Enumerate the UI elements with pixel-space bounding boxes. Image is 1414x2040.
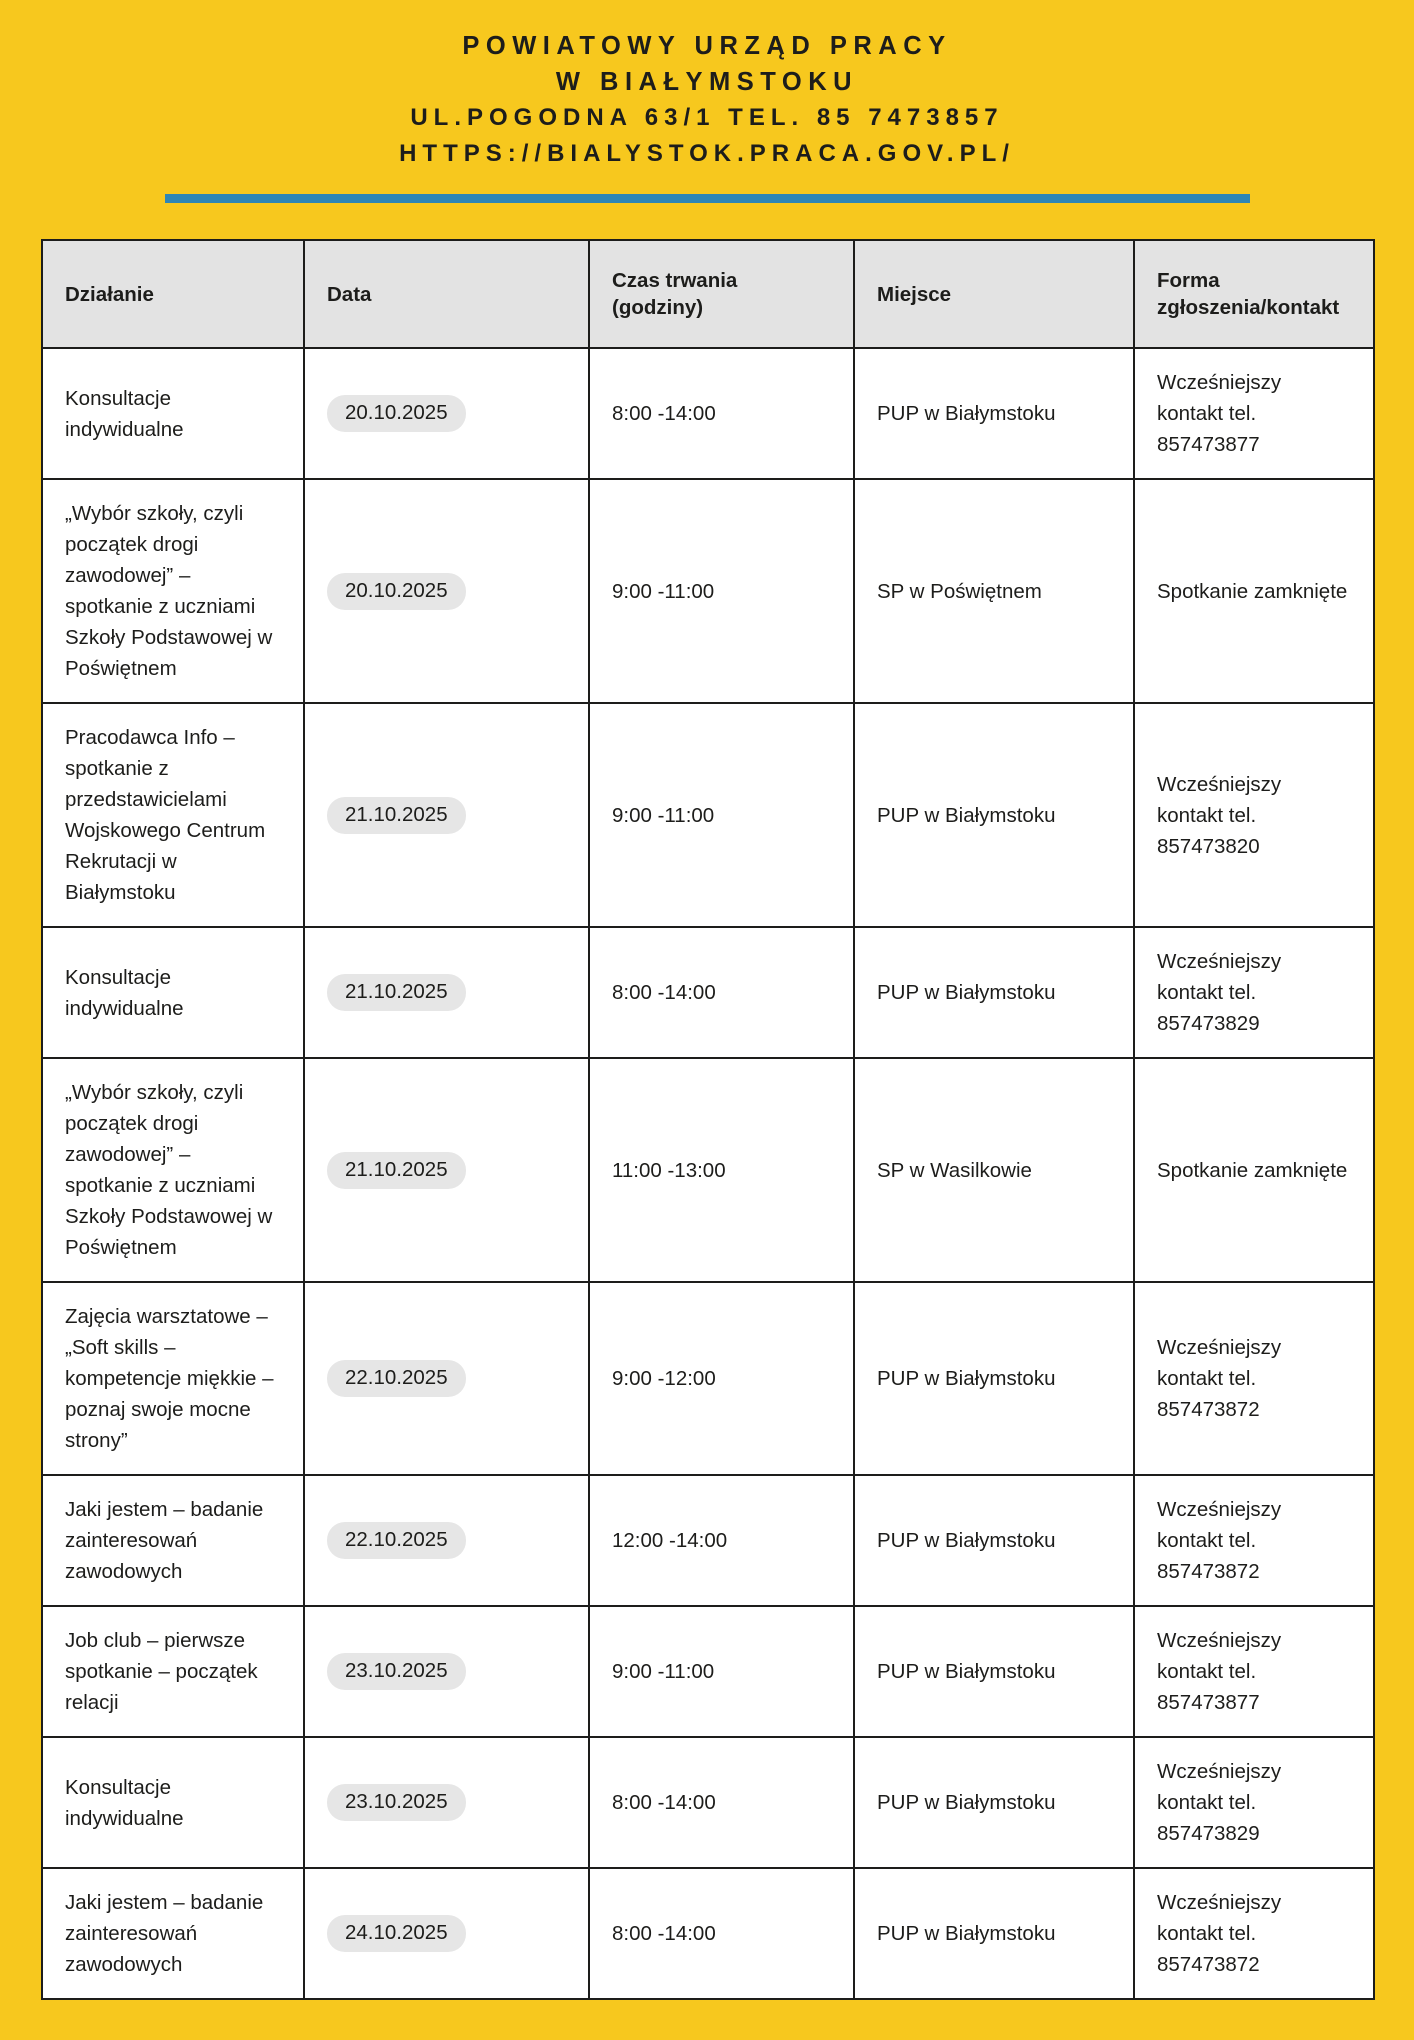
date-pill: 23.10.2025 xyxy=(327,1653,466,1690)
header-divider xyxy=(165,194,1250,203)
cell-place: PUP w Białymstoku xyxy=(854,1282,1134,1475)
date-pill: 20.10.2025 xyxy=(327,395,466,432)
cell-action: Konsultacje indywidualne xyxy=(42,927,304,1058)
cell-place: SP w Poświętnem xyxy=(854,479,1134,703)
cell-place: PUP w Białymstoku xyxy=(854,1868,1134,1999)
column-header-duration xyxy=(589,240,854,348)
cell-contact: Spotkanie zamknięte xyxy=(1134,479,1374,703)
cell-date xyxy=(304,1475,589,1606)
date-pill: 24.10.2025 xyxy=(327,1915,466,1952)
column-header-place-label: Miejsce xyxy=(877,282,952,306)
schedule-table-wrapper xyxy=(41,239,1373,2000)
cell-duration: 8:00 -14:00 xyxy=(589,1868,854,1999)
schedule-table xyxy=(41,239,1375,2000)
cell-contact: Wcześniejszy kontakt tel. 857473872 xyxy=(1134,1868,1374,1999)
cell-duration: 9:00 -11:00 xyxy=(589,1606,854,1737)
cell-duration: 8:00 -14:00 xyxy=(589,1737,854,1868)
cell-date xyxy=(304,703,589,927)
table-row xyxy=(42,479,1374,703)
header-address-phone: UL.POGODNA 63/1 TEL. 85 7473857 xyxy=(410,104,1004,131)
cell-contact: Wcześniejszy kontakt tel. 857473829 xyxy=(1134,1737,1374,1868)
schedule-table-head xyxy=(42,240,1374,348)
cell-duration: 11:00 -13:00 xyxy=(589,1058,854,1282)
column-header-duration-line2: (godziny) xyxy=(612,296,704,319)
cell-contact: Wcześniejszy kontakt tel. 857473877 xyxy=(1134,348,1374,479)
table-row xyxy=(42,703,1374,927)
header-website: HTTPS://BIALYSTOK.PRACA.GOV.PL/ xyxy=(399,140,1015,167)
cell-place: PUP w Białymstoku xyxy=(854,1737,1134,1868)
cell-action: „Wybór szkoły, czyli początek drogi zawodowej” – spotkanie z uczniami Szkoły Podstawowej w Poświętnem xyxy=(42,1058,304,1282)
column-header-duration-line1: Czas trwania xyxy=(612,269,738,292)
cell-date xyxy=(304,1058,589,1282)
cell-place: PUP w Białymstoku xyxy=(854,703,1134,927)
table-row xyxy=(42,1606,1374,1737)
column-header-contact-line2: zgłoszenia/kontakt xyxy=(1157,296,1340,319)
cell-action: Jaki jestem – badanie zainteresowań zawodowych xyxy=(42,1475,304,1606)
cell-date xyxy=(304,479,589,703)
table-row xyxy=(42,348,1374,479)
cell-date xyxy=(304,1282,589,1475)
table-row xyxy=(42,1282,1374,1475)
cell-place: PUP w Białymstoku xyxy=(854,927,1134,1058)
cell-duration: 12:00 -14:00 xyxy=(589,1475,854,1606)
cell-contact: Wcześniejszy kontakt tel. 857473820 xyxy=(1134,703,1374,927)
cell-contact: Wcześniejszy kontakt tel. 857473829 xyxy=(1134,927,1374,1058)
cell-date xyxy=(304,348,589,479)
date-pill: 21.10.2025 xyxy=(327,1152,466,1189)
header-office-city: W BIAŁYMSTOKU xyxy=(555,68,859,96)
table-header-row xyxy=(42,240,1374,348)
cell-action: Pracodawca Info – spotkanie z przedstawicielami Wojskowego Centrum Rekrutacji w Białymstoku xyxy=(42,703,304,927)
date-pill: 20.10.2025 xyxy=(327,573,466,610)
table-row xyxy=(42,1058,1374,1282)
cell-contact: Spotkanie zamknięte xyxy=(1134,1058,1374,1282)
cell-place: PUP w Białymstoku xyxy=(854,1606,1134,1737)
cell-contact: Wcześniejszy kontakt tel. 857473872 xyxy=(1134,1475,1374,1606)
date-pill: 22.10.2025 xyxy=(327,1522,466,1559)
cell-action: Jaki jestem – badanie zainteresowań zawodowych xyxy=(42,1868,304,1999)
cell-action: Konsultacje indywidualne xyxy=(42,348,304,479)
cell-date xyxy=(304,1868,589,1999)
table-row xyxy=(42,1475,1374,1606)
table-row xyxy=(42,1868,1374,1999)
date-pill: 21.10.2025 xyxy=(327,974,466,1011)
cell-action: Konsultacje indywidualne xyxy=(42,1737,304,1868)
column-header-action-label: Działanie xyxy=(65,282,154,306)
column-header-contact xyxy=(1134,240,1374,348)
date-pill: 23.10.2025 xyxy=(327,1784,466,1821)
column-header-action xyxy=(42,240,304,348)
column-header-contact-line1: Forma xyxy=(1157,269,1220,292)
cell-date xyxy=(304,927,589,1058)
column-header-date xyxy=(304,240,589,348)
schedule-table-body xyxy=(42,348,1374,1999)
cell-place: PUP w Białymstoku xyxy=(854,1475,1134,1606)
cell-duration: 9:00 -11:00 xyxy=(589,703,854,927)
cell-date xyxy=(304,1606,589,1737)
table-row xyxy=(42,927,1374,1058)
cell-duration: 9:00 -12:00 xyxy=(589,1282,854,1475)
date-pill: 21.10.2025 xyxy=(327,797,466,834)
cell-place: SP w Wasilkowie xyxy=(854,1058,1134,1282)
cell-duration: 8:00 -14:00 xyxy=(589,348,854,479)
cell-duration: 8:00 -14:00 xyxy=(589,927,854,1058)
cell-action: Zajęcia warsztatowe – „Soft skills – kompetencje miękkie – poznaj swoje mocne strony” xyxy=(42,1282,304,1475)
cell-contact: Wcześniejszy kontakt tel. 857473872 xyxy=(1134,1282,1374,1475)
cell-contact: Wcześniejszy kontakt tel. 857473877 xyxy=(1134,1606,1374,1737)
cell-action: „Wybór szkoły, czyli początek drogi zawodowej” – spotkanie z uczniami Szkoły Podstawowej w Poświętnem xyxy=(42,479,304,703)
column-header-place xyxy=(854,240,1134,348)
cell-action: Job club – pierwsze spotkanie – początek relacji xyxy=(42,1606,304,1737)
cell-duration: 9:00 -11:00 xyxy=(589,479,854,703)
column-header-date-label: Data xyxy=(327,282,372,306)
header-office-name: POWIATOWY URZĄD PRACY xyxy=(462,32,952,60)
cell-date xyxy=(304,1737,589,1868)
cell-place: PUP w Białymstoku xyxy=(854,348,1134,479)
table-row xyxy=(42,1737,1374,1868)
document-header xyxy=(0,0,1414,172)
date-pill: 22.10.2025 xyxy=(327,1360,466,1397)
